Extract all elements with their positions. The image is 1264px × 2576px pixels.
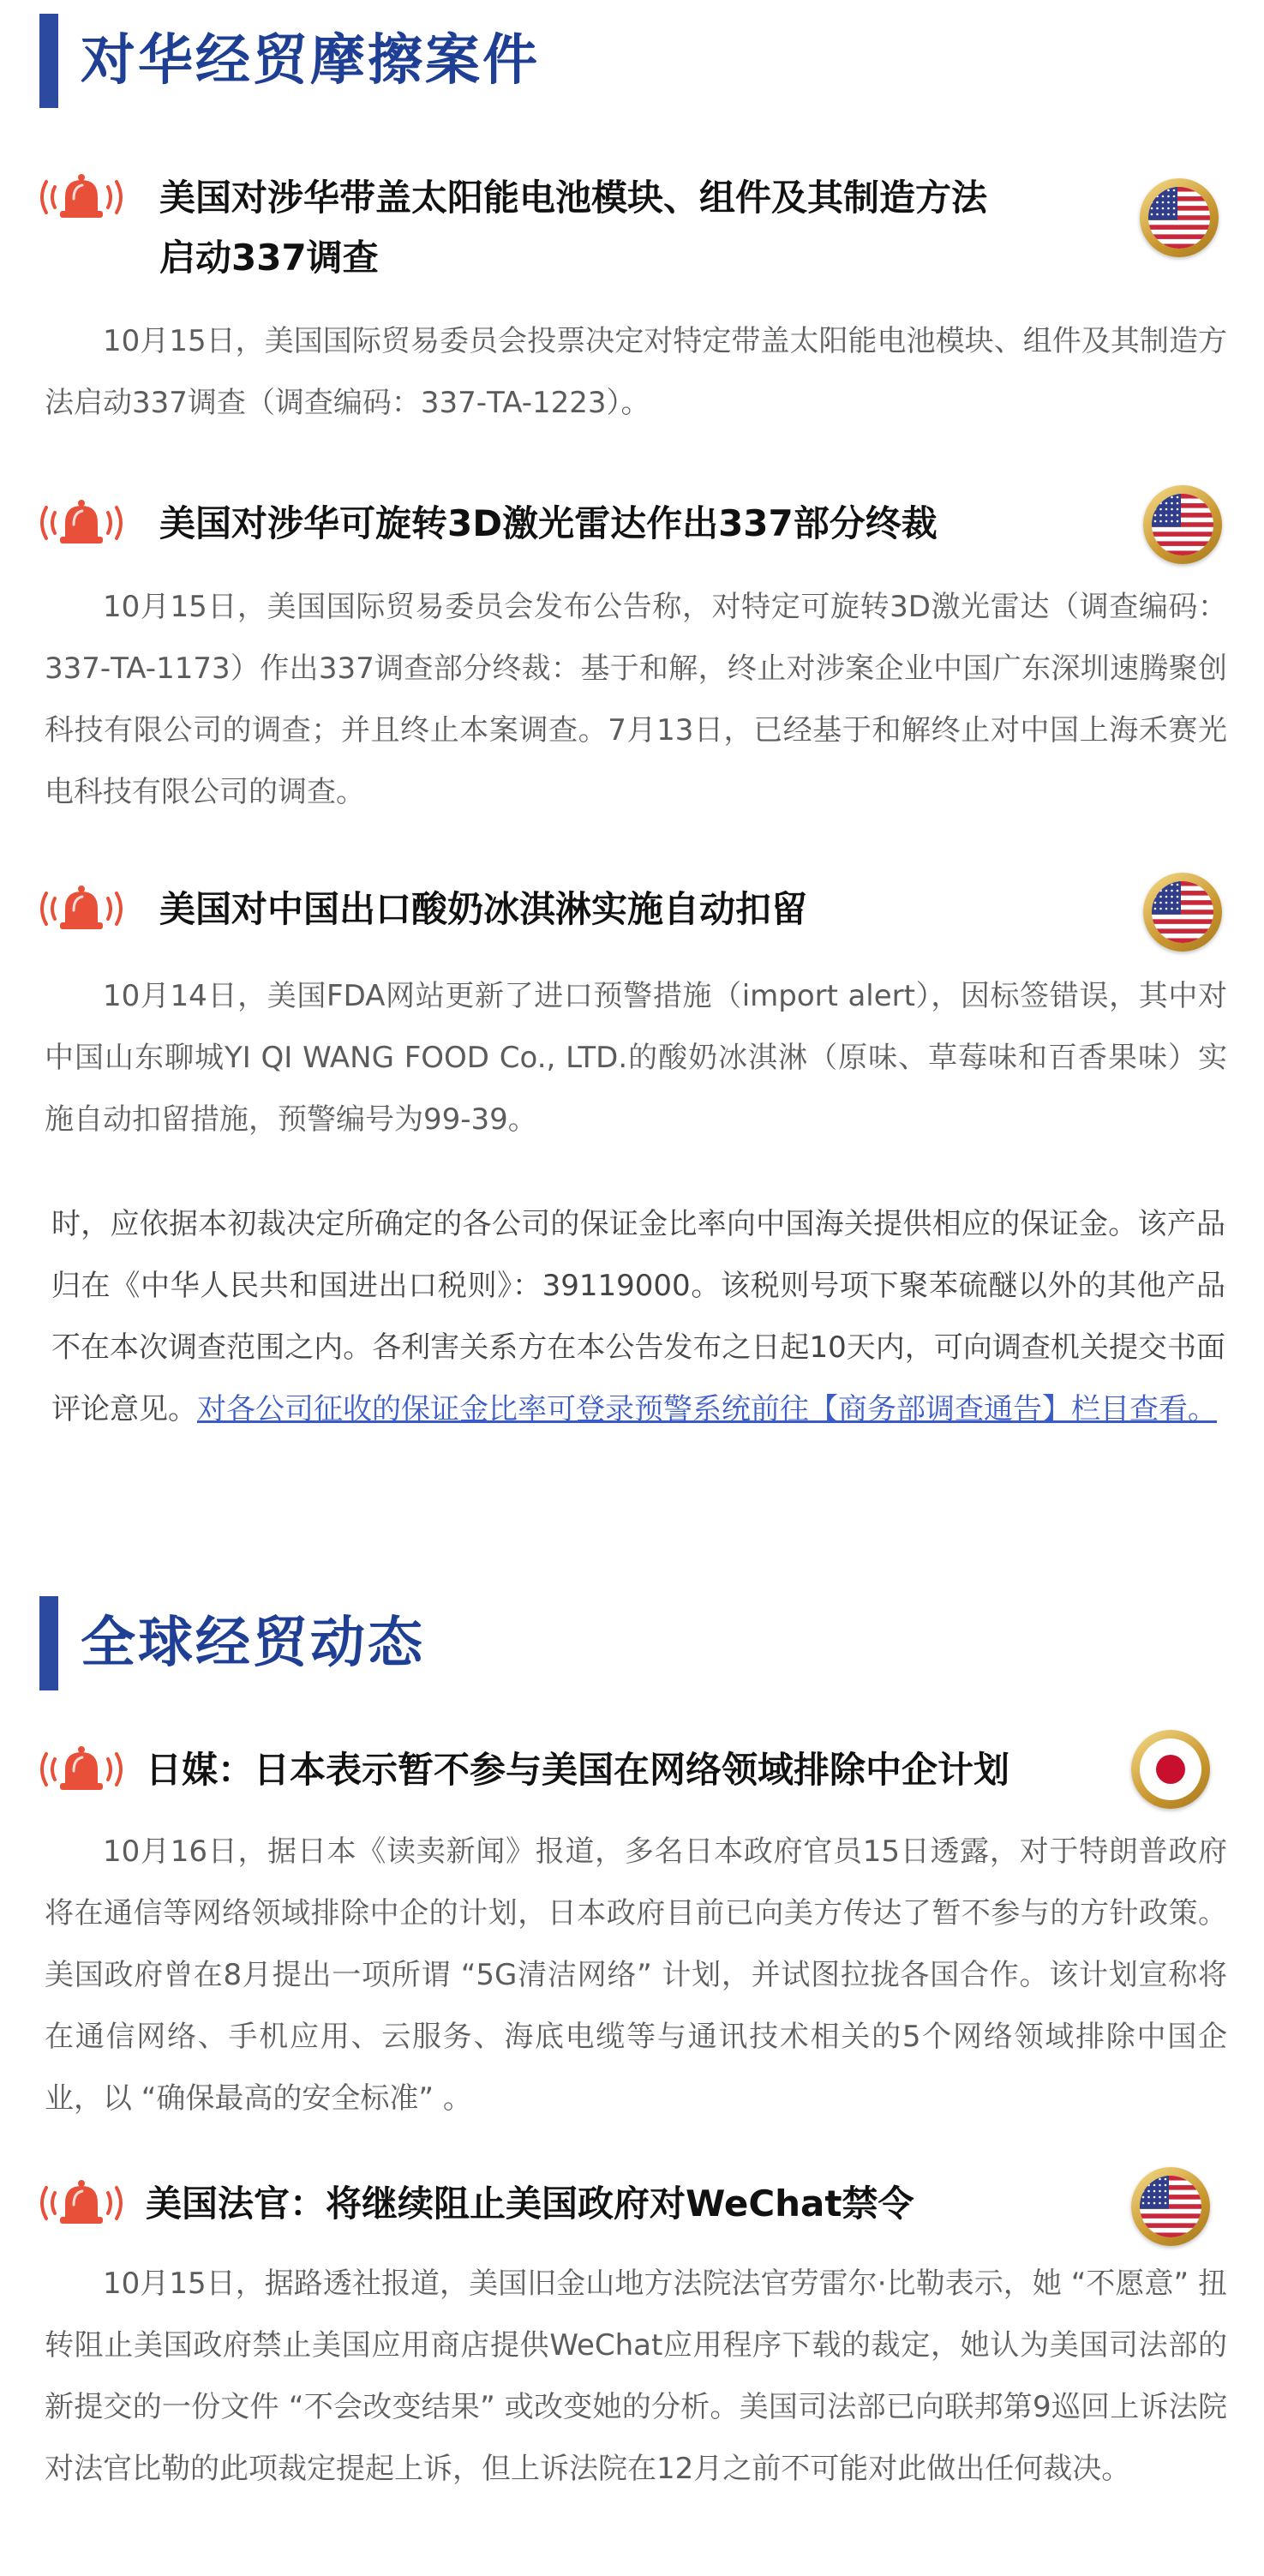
japan-flag-icon	[1131, 1730, 1210, 1809]
news-body: 10月15日，美国国际贸易委员会发布公告称，对特定可旋转3D激光雷达（调查编码：337-TA-1173）作出337调查部分终裁：基于和解，终止对涉案企业中国广东深圳速腾聚创科技有限公司的调查；并且终止本案调查。7月13日，已经基于和解终止对中国上海禾赛光电科技有限公司的调查。	[45, 590, 1227, 809]
usa-flag-icon	[1143, 873, 1222, 952]
news-body: 10月14日，美国FDA网站更新了进口预警措施（import alert），因标签错误，其中对中国山东聊城YI QI WANG FOOD Co., LTD.的酸奶冰淇淋（原味、草莓味和百香果味）实施自动扣留措施，预警编号为99-39。	[45, 979, 1227, 1137]
news-body: 10月16日，据日本《读卖新闻》报道，多名日本政府官员15日透露，对于特朗普政府将在通信等网络领域排除中企的计划，日本政府目前已向美方传达了暂不参与的方针政策。美国政府曾在8月提出一项所谓 “5G清洁网络” 计划，并试图拉拢各国合作。该计划宣称将在通信网络、手机应用、云服务、海底电缆等与通讯技术相关的5个网络领域排除中国企业，以 “确保最高的安全标准” 。	[45, 1834, 1227, 2116]
news-title: 美国对涉华可旋转3D激光雷达作出337部分终裁	[159, 502, 938, 544]
notice-paragraph	[51, 1193, 1225, 1440]
news-body: 10月15日，据路透社报道，美国旧金山地方法院法官劳雷尔·比勒表示，她 “不愿意” 扭转阻止美国政府禁止美国应用商店提供WeChat应用程序下载的裁定，她认为美国司法部的新提交的一份文件 “不会改变结果” 或改变她的分析。美国司法部已向联邦第9巡回上诉法院对法官比勒的此项裁定提起上诉，但上诉法院在12月之前不可能对此做出任何裁决。	[45, 2267, 1227, 2486]
usa-flag-icon	[1143, 485, 1222, 564]
alarm-bell-icon	[34, 880, 129, 940]
notice-text: 时，应依据本初裁决定所确定的各公司的保证金比率向中国海关提供相应的保证金。该产品归在《中华人民共和国进出口税则》：39119000。该税则号项下聚苯硫醚以外的其他产品不在本次调查范围之内。各利害关系方在本公告发布之日起10天内，可向调查机关提交书面评论意见。	[51, 1207, 1225, 1426]
news-item-title-row	[34, 880, 1234, 974]
section-title: 对华经贸摩擦案件	[81, 29, 540, 93]
news-title-line: 美国对涉华带盖太阳能电池模块、组件及其制造方法	[159, 177, 988, 219]
news-title	[159, 168, 1085, 288]
section-accent-bar	[39, 14, 58, 108]
usa-flag-icon	[1140, 178, 1219, 257]
news-title: 美国对中国出口酸奶冰淇淋实施自动扣留	[159, 888, 808, 930]
news-title-line: 启动337调查	[159, 237, 379, 279]
usa-flag-icon	[1131, 2167, 1210, 2246]
alarm-bell-icon	[34, 2174, 129, 2234]
news-body: 10月15日，美国国际贸易委员会投票决定对特定带盖太阳能电池模块、组件及其制造方法启动337调查（调查编码：337-TA-1223）。	[45, 324, 1227, 420]
section-accent-bar	[39, 1596, 58, 1690]
alarm-bell-icon	[34, 494, 129, 554]
news-item-title-row	[34, 494, 1234, 588]
section-header-friction	[39, 14, 811, 108]
news-item-title-row	[34, 168, 1234, 279]
section-title: 全球经贸动态	[81, 1612, 425, 1675]
news-title: 日媒：日本表示暂不参与美国在网络领域排除中企计划	[146, 1749, 1010, 1791]
notice-link[interactable]: 对各公司征收的保证金比率可登录预警系统前往【商务部调查通告】栏目查看。	[197, 1392, 1217, 1426]
news-title: 美国法官：将继续阻止美国政府对WeChat禁令	[146, 2183, 914, 2225]
section-header-global	[39, 1596, 811, 1690]
alarm-bell-icon	[34, 1740, 129, 1800]
alarm-bell-icon	[34, 168, 129, 228]
